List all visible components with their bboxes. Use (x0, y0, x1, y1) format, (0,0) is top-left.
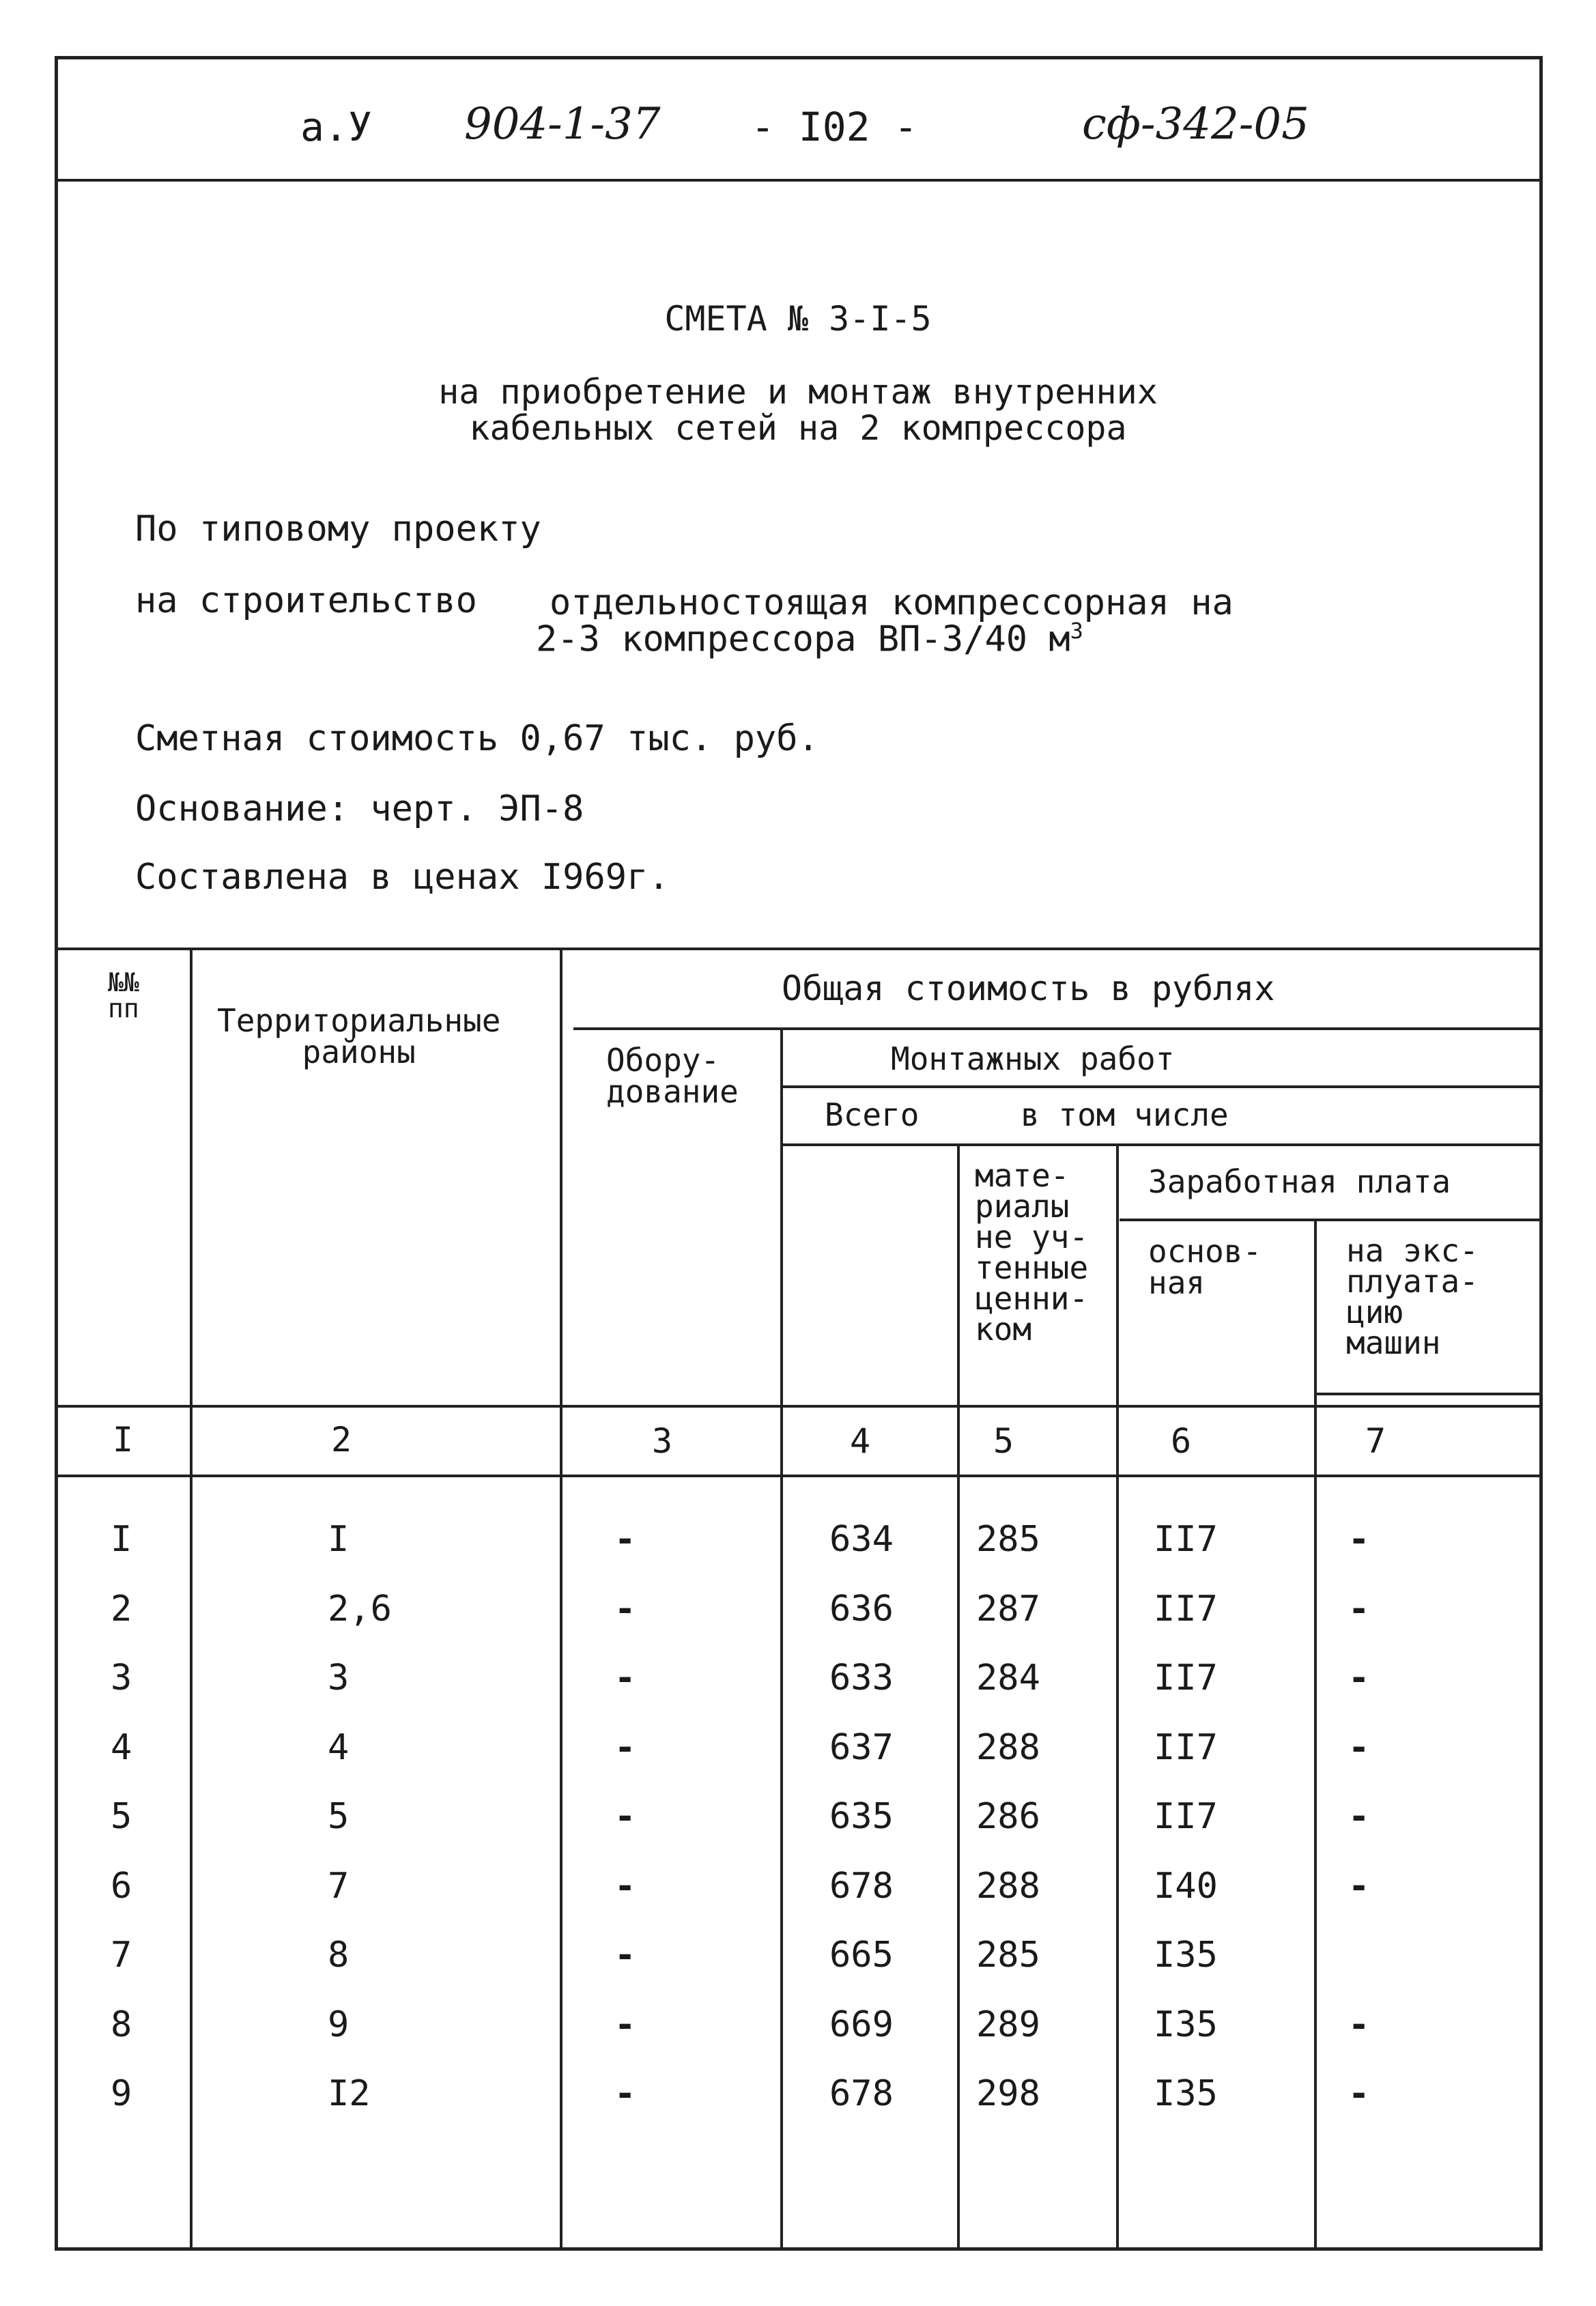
cell-machine-salary: - (1348, 1865, 1370, 1907)
col-number: 2 (330, 1420, 352, 1460)
cell-basic-salary: I35 (1154, 2004, 1218, 2045)
cell-number: 5 (111, 1796, 132, 1837)
cell-equipment: - (614, 2073, 636, 2114)
price-level: Составлена в ценах I969г. (135, 857, 670, 898)
cell-machine-salary: - (1348, 1796, 1370, 1837)
project-number: 904-1-37 (464, 99, 661, 150)
cell-materials: 298 (976, 2073, 1040, 2114)
cell-machine-salary: - (1348, 1657, 1370, 1698)
col-header-materials: мате- риалы не уч- тенные ценни- ком (975, 1157, 1089, 1348)
page-number: - I02 - (751, 104, 918, 150)
cell-equipment: - (614, 2004, 636, 2045)
col-number: 7 (1365, 1421, 1386, 1461)
cell-machine-salary: - (1348, 1519, 1370, 1560)
cell-number: 9 (111, 2073, 132, 2114)
cell-materials: 284 (976, 1657, 1040, 1698)
document-code: сф-342-05 (1082, 99, 1309, 150)
col-header-salary: Заработная плата (1148, 1163, 1451, 1200)
cell-total: 678 (829, 1865, 894, 1907)
cell-district: 4 (328, 1726, 350, 1768)
cell-number: 2 (111, 1588, 132, 1629)
cell-materials: 289 (976, 2004, 1040, 2045)
estimate-subject-line2: кабельных сетей на 2 компрессора (469, 408, 1127, 448)
col-header-number: №№ пп (108, 967, 139, 1023)
cell-number: 4 (111, 1726, 132, 1768)
col-number: 5 (993, 1421, 1014, 1461)
cell-number: I (111, 1519, 132, 1560)
cell-materials: 288 (976, 1865, 1040, 1907)
cell-basic-salary: II7 (1154, 1726, 1218, 1768)
cell-number: 8 (111, 2004, 132, 2045)
cell-basic-salary: I40 (1154, 1865, 1218, 1907)
cell-total: 669 (829, 2004, 894, 2045)
cell-basic-salary: I35 (1154, 1935, 1218, 1976)
cell-total: 636 (829, 1588, 894, 1629)
cell-number: 3 (111, 1657, 132, 1698)
cell-basic-salary: II7 (1154, 1657, 1218, 1698)
estimate-subject-line1: на приобретение и монтаж внутренних (438, 372, 1158, 412)
cell-materials: 285 (976, 1519, 1040, 1560)
col-header-installation: Монтажных работ (891, 1040, 1175, 1077)
cell-materials: 287 (976, 1588, 1040, 1629)
stamp-divider (55, 179, 1543, 182)
cell-district: 5 (328, 1796, 350, 1837)
col-number: 4 (849, 1421, 871, 1461)
col-header-machine-operation: на экс- плуата- цию машин (1346, 1232, 1479, 1361)
basis: Основание: черт. ЭП-8 (135, 788, 584, 829)
cell-total: 635 (829, 1796, 894, 1837)
cell-machine-salary: - (1348, 1588, 1370, 1629)
cell-basic-salary: II7 (1154, 1519, 1218, 1560)
cell-basic-salary: II7 (1154, 1796, 1218, 1837)
cell-equipment: - (614, 1657, 636, 1698)
album-label: а.У (300, 104, 372, 150)
cell-equipment: - (614, 1588, 636, 1629)
cell-district: 2,6 (328, 1588, 392, 1629)
cell-district: 7 (328, 1865, 350, 1907)
cell-district: I (328, 1519, 350, 1560)
cell-materials: 285 (976, 1935, 1040, 1976)
cell-materials: 286 (976, 1796, 1040, 1837)
estimated-cost: Сметная стоимость 0,67 тыс. руб. (135, 718, 819, 759)
col-number: 6 (1170, 1421, 1192, 1461)
cell-total: 637 (829, 1726, 894, 1768)
cell-district: 3 (328, 1657, 350, 1698)
cell-total: 678 (829, 2073, 894, 2114)
cell-materials: 288 (976, 1726, 1040, 1768)
construction-object-line1: отдельностоящая компрессорная на (550, 582, 1234, 623)
cell-equipment: - (614, 1726, 636, 1768)
cell-number: 7 (111, 1935, 132, 1976)
col-header-including: в том числе (1021, 1096, 1229, 1133)
construction-label: на строительство (135, 580, 477, 621)
col-header-total-cost: Общая стоимость в рублях (782, 969, 1275, 1008)
cell-total: 633 (829, 1657, 894, 1698)
estimate-number: СМЕТА № 3-I-5 (664, 299, 932, 339)
cell-equipment: - (614, 1796, 636, 1837)
cell-total: 665 (829, 1935, 894, 1976)
cell-machine-salary: - (1348, 1726, 1370, 1768)
col-header-all: Всего (825, 1096, 920, 1133)
cell-equipment: - (614, 1519, 636, 1560)
col-header-district: Территориальные районы (217, 1002, 501, 1070)
cell-number: 6 (111, 1865, 132, 1907)
col-header-basic-salary: основ- ная (1148, 1233, 1262, 1301)
cell-equipment: - (614, 1865, 636, 1907)
cell-basic-salary: II7 (1154, 1588, 1218, 1629)
col-number: 3 (651, 1421, 673, 1461)
col-header-equipment: Обору- дование (606, 1042, 739, 1110)
cell-machine-salary: - (1348, 2073, 1370, 2114)
cell-basic-salary: I35 (1154, 2073, 1218, 2114)
cell-equipment: - (614, 1935, 636, 1976)
cell-machine-salary: - (1348, 2004, 1370, 2045)
typical-project-label: По типовому проекту (135, 509, 541, 550)
cell-district: 9 (328, 2004, 350, 2045)
cell-district: I2 (328, 2073, 371, 2114)
col-number: I (112, 1420, 134, 1460)
cell-district: 8 (328, 1935, 350, 1976)
construction-object-line2: 2-3 компрессора ВП-3/40 $м^3$ (536, 618, 1083, 660)
cell-total: 634 (829, 1519, 894, 1560)
